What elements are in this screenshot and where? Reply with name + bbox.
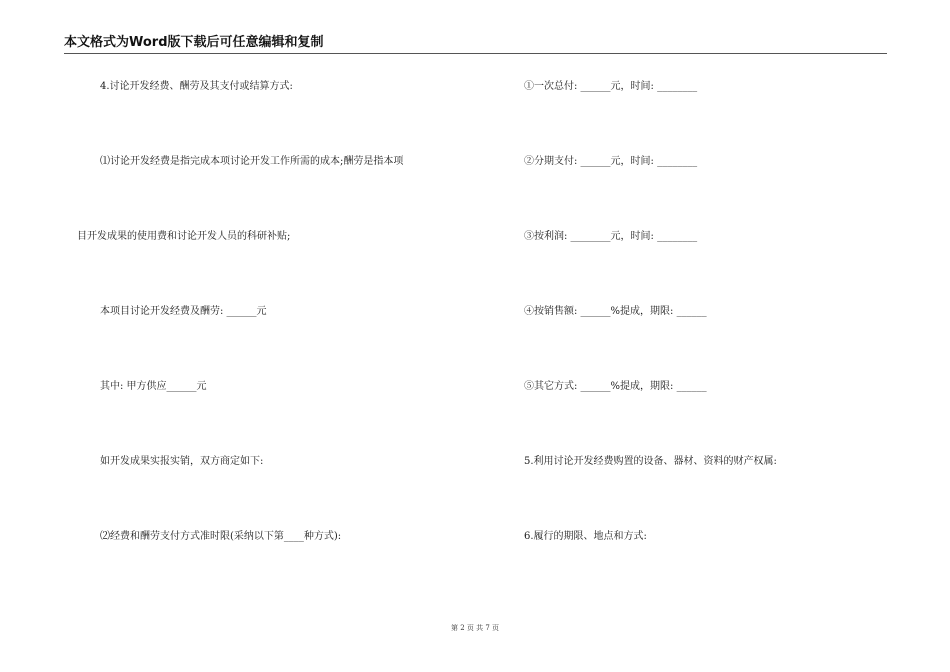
clause-5-property-rights: 5.利用讨论开发经费购置的设备、器材、资料的财产权属: <box>524 456 777 467</box>
clause-4-2-payment-method: ⑵经费和酬劳支付方式准时限(采纳以下第____种方式): <box>100 531 342 542</box>
clause-4-1-definition: ⑴讨论开发经费是指完成本项讨论开发工作所需的成本;酬劳是指本项 <box>100 156 404 167</box>
payment-option-5: ⑤其它方式: ______%提成，期限: ______ <box>524 381 707 392</box>
header-title: 本文格式为Word版下载后可任意编辑和复制 <box>64 35 324 50</box>
clause-4-heading: 4.讨论开发经费、酬劳及其支付或结算方式: <box>100 81 293 92</box>
payment-option-3: ③按利润: ________元，时间: ________ <box>524 231 698 242</box>
page-header <box>64 34 887 54</box>
payment-option-2: ②分期支付: ______元，时间: ________ <box>524 156 698 167</box>
payment-option-4: ④按销售额: ______%提成，期限: ______ <box>524 306 707 317</box>
payment-option-1: ①一次总付: ______元，时间: ________ <box>524 81 698 92</box>
clause-4-1-definition-continued: 目开发成果的使用费和讨论开发人员的科研补贴; <box>77 231 291 242</box>
page-number: 第 2 页 共 7 页 <box>450 624 500 632</box>
party-a-supply-line: 其中: 甲方供应______元 <box>100 381 207 392</box>
total-funding-line: 本项目讨论开发经费及酬劳: ______元 <box>100 306 267 317</box>
reimbursement-agreement-line: 如开发成果实报实销，双方商定如下: <box>100 456 264 467</box>
clause-6-performance-terms: 6.履行的期限、地点和方式: <box>524 531 647 542</box>
